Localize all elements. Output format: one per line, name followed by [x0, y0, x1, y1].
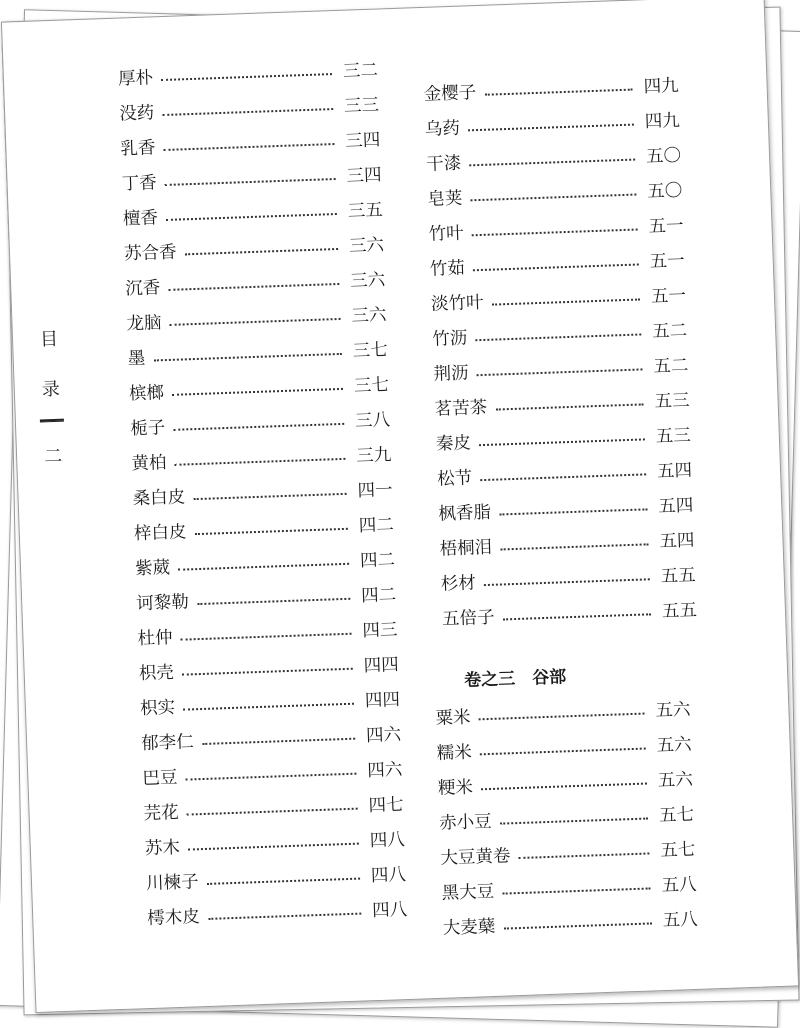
entry-name: 竹沥 — [431, 328, 468, 350]
entry-name: 樗木皮 — [147, 907, 201, 930]
entry-page: 四八 — [370, 864, 407, 887]
entry-name: 厚朴 — [117, 68, 154, 90]
dot-leader — [480, 748, 646, 756]
dot-leader — [468, 124, 634, 132]
dot-leader — [153, 353, 341, 362]
dot-leader — [187, 808, 358, 816]
entry-name: 乳香 — [120, 138, 156, 160]
entry-page: 三四 — [346, 165, 382, 187]
entry-page: 三八 — [354, 410, 391, 432]
toc-page — [1, 0, 797, 1011]
toc-entry — [441, 587, 697, 631]
entry-name: 梓白皮 — [133, 522, 187, 545]
entry-page: 三五 — [347, 200, 384, 222]
dot-leader — [479, 438, 645, 446]
entry-page: 四八 — [369, 830, 406, 852]
entry-name: 粟米 — [435, 707, 471, 729]
entry-name: 杜仲 — [137, 627, 173, 650]
dot-leader — [185, 248, 338, 255]
entry-page: 三六 — [348, 235, 385, 257]
entry-name: 墨 — [127, 348, 146, 370]
entry-name: 栀子 — [129, 418, 166, 440]
entry-name: 檀香 — [122, 208, 159, 230]
entry-name: 杉材 — [440, 573, 477, 595]
entry-name: 苏合香 — [123, 242, 177, 265]
dot-leader — [165, 178, 336, 186]
entry-page: 五八 — [661, 874, 697, 897]
entry-page: 三三 — [343, 95, 380, 117]
dot-leader — [168, 283, 339, 291]
entry-page: 五三 — [654, 390, 690, 413]
entry-name: 皂荚 — [427, 188, 463, 210]
dot-leader — [502, 887, 650, 894]
entry-name: 丁香 — [121, 173, 158, 195]
dot-leader — [197, 598, 350, 605]
entry-page: 五七 — [659, 839, 696, 862]
dot-leader — [469, 159, 635, 167]
dot-leader — [503, 613, 651, 620]
entry-page: 五五 — [660, 565, 697, 587]
dot-leader — [495, 403, 643, 410]
entry-page: 五一 — [650, 285, 687, 308]
entry-page: 四二 — [359, 550, 396, 572]
entry-name: 干漆 — [425, 153, 462, 175]
entry-page: 三四 — [345, 130, 381, 152]
dot-leader — [172, 388, 343, 396]
entry-page: 五六 — [657, 769, 694, 792]
entry-page: 四一 — [357, 480, 393, 502]
entry-name: 秦皮 — [435, 433, 472, 455]
entry-page: 五五 — [661, 600, 698, 622]
entry-name: 枫香脂 — [438, 502, 492, 525]
dot-leader — [173, 423, 344, 431]
dot-leader — [481, 783, 647, 791]
dot-leader — [492, 298, 640, 305]
entry-name: 芫花 — [143, 802, 180, 825]
entry-page: 五一 — [648, 215, 684, 238]
entry-name: 巴豆 — [142, 767, 178, 790]
side-divider — [40, 419, 64, 423]
entry-name: 松节 — [436, 468, 473, 490]
entry-page: 三七 — [353, 375, 390, 397]
entry-name: 沉香 — [125, 278, 161, 300]
entry-page: 五七 — [658, 804, 695, 827]
entry-name: 紫葳 — [134, 558, 171, 580]
entry-page: 五四 — [657, 495, 694, 517]
entry-page: 五四 — [656, 460, 693, 482]
entry-page: 四八 — [371, 899, 408, 922]
entry-name: 枳壳 — [138, 662, 175, 685]
entry-name: 诃黎勒 — [136, 592, 190, 615]
dot-leader — [162, 108, 333, 116]
entry-name: 没药 — [118, 103, 155, 125]
entry-name: 黑大豆 — [441, 881, 495, 904]
dot-leader — [500, 543, 648, 550]
entry-name: 竹叶 — [428, 223, 464, 245]
dot-leader — [208, 913, 361, 920]
entry-name: 糯米 — [436, 742, 473, 764]
entry-page: 四九 — [643, 75, 679, 98]
dot-leader — [475, 333, 641, 341]
entry-name: 金樱子 — [423, 83, 477, 105]
dot-leader — [178, 563, 349, 571]
dot-leader — [480, 473, 646, 481]
toc-column-left — [117, 46, 407, 930]
side-label-char: 目 — [39, 328, 59, 351]
dot-leader — [202, 738, 355, 745]
dot-leader — [484, 578, 650, 586]
side-label — [33, 315, 69, 483]
entry-page: 三六 — [351, 305, 387, 327]
entry-page: 三七 — [352, 340, 389, 362]
entry-name: 大麦蘖 — [442, 916, 496, 939]
entry-page: 五八 — [662, 909, 699, 932]
entry-page: 三二 — [342, 60, 379, 82]
dot-leader — [170, 318, 341, 326]
entry-page: 四四 — [364, 690, 401, 712]
entry-name: 枳实 — [139, 697, 176, 720]
entry-name: 川楝子 — [145, 872, 199, 895]
entry-page: 五六 — [655, 699, 691, 722]
toc-column-right — [423, 62, 697, 631]
entry-page: 五〇 — [646, 180, 683, 203]
entry-page: 五二 — [653, 355, 689, 378]
entry-name: 荆沥 — [433, 363, 469, 385]
dot-leader — [503, 922, 651, 929]
dot-leader — [181, 633, 352, 641]
dot-leader — [188, 843, 359, 851]
entry-name: 粳米 — [437, 777, 474, 799]
dot-leader — [472, 229, 638, 237]
entry-name: 五倍子 — [441, 607, 495, 630]
dot-leader — [185, 773, 356, 781]
dot-leader — [500, 817, 648, 824]
dot-leader — [484, 89, 632, 96]
dot-leader — [183, 703, 354, 711]
entry-name: 乌药 — [424, 118, 461, 140]
entry-name: 茗苦茶 — [434, 397, 488, 420]
entry-page: 四二 — [360, 585, 397, 607]
dot-leader — [161, 73, 332, 81]
dot-leader — [518, 852, 649, 859]
entry-name: 桑白皮 — [132, 487, 186, 510]
entry-page: 五一 — [649, 250, 686, 273]
entry-page: 五二 — [651, 320, 688, 343]
dot-leader — [193, 493, 346, 500]
dot-leader — [477, 368, 643, 376]
dot-leader — [470, 194, 636, 202]
section-heading: 卷之三 谷部 — [463, 667, 567, 691]
dot-leader — [164, 143, 335, 151]
entry-name: 竹茹 — [429, 258, 466, 280]
dot-leader — [473, 263, 639, 271]
entry-name: 黄柏 — [131, 453, 167, 475]
entry-page: 五〇 — [645, 145, 682, 168]
entry-name: 苏木 — [144, 837, 181, 860]
entry-page: 三六 — [349, 270, 386, 292]
entry-name: 龙脑 — [126, 313, 162, 335]
entry-name: 槟榔 — [128, 383, 165, 405]
entry-page: 四四 — [363, 655, 400, 677]
entry-page: 五六 — [656, 734, 692, 757]
entry-name: 大豆黄卷 — [440, 846, 511, 869]
dot-leader — [182, 668, 353, 676]
entry-page: 四六 — [366, 760, 403, 782]
entry-name: 淡竹叶 — [430, 292, 484, 315]
dot-leader — [174, 458, 345, 466]
dot-leader — [479, 713, 645, 721]
entry-page: 五四 — [659, 530, 695, 552]
side-label-char: 录 — [41, 378, 61, 401]
dot-leader — [207, 878, 360, 885]
entry-page: 五三 — [655, 425, 692, 447]
entry-page: 四七 — [368, 795, 404, 817]
dot-leader — [166, 213, 337, 221]
entry-name: 梧桐泪 — [439, 537, 493, 560]
entry-page: 四二 — [358, 515, 395, 537]
entry-page: 三九 — [356, 445, 392, 467]
dot-leader — [499, 508, 647, 515]
entry-name: 郁李仁 — [140, 732, 195, 755]
page-number: 二 — [43, 445, 63, 468]
dot-leader — [194, 528, 347, 535]
toc-column-grain — [435, 686, 698, 940]
entry-page: 四三 — [362, 620, 398, 642]
entry-name: 赤小豆 — [438, 811, 493, 834]
entry-page: 四九 — [644, 110, 681, 133]
entry-page: 四六 — [365, 725, 402, 747]
